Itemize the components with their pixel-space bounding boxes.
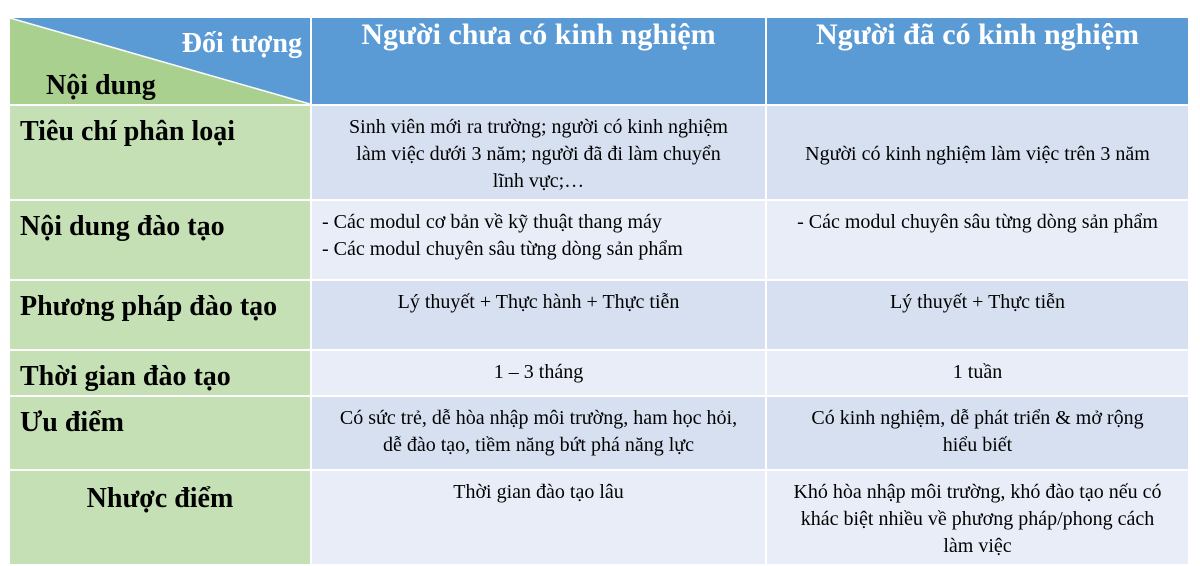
cell-advantages-inexperienced	[311, 396, 766, 470]
cell-line: Lý thuyết + Thực hành + Thực tiễn	[397, 291, 680, 313]
cell-line: dễ đào tạo, tiềm năng bứt phá năng lực	[382, 434, 695, 456]
cell-line: làm việc	[943, 535, 1012, 557]
comparison-table	[8, 16, 1190, 566]
cell-method-experienced	[766, 280, 1189, 350]
cell-line: Có kinh nghiệm, dễ phát triển & mở rộng	[811, 407, 1144, 429]
corner-top-label: Đối tượng	[181, 28, 302, 59]
cell-duration-inexperienced	[311, 350, 766, 396]
cell-disadvantages-experienced	[766, 470, 1189, 565]
cell-criteria-experienced	[766, 105, 1189, 200]
cell-line: hiểu biết	[942, 434, 1013, 456]
table-row	[9, 105, 1189, 200]
row-header-duration: Thời gian đào tạo	[9, 350, 311, 396]
cell-content-experienced	[766, 200, 1189, 280]
cell-method-inexperienced	[311, 280, 766, 350]
cell-line: 1 tuần	[952, 361, 1003, 383]
cell-content-inexperienced	[311, 200, 766, 280]
cell-line: lĩnh vực;…	[492, 170, 585, 192]
cell-line: Thời gian đào tạo lâu	[453, 481, 624, 503]
corner-bottom-label: Nội dung	[46, 70, 156, 101]
table-row	[9, 350, 1189, 396]
cell-line: Người có kinh nghiệm làm việc trên 3 năm	[805, 143, 1150, 165]
cell-duration-experienced	[766, 350, 1189, 396]
cell-line: làm việc dưới 3 năm; người đã đi làm chuyển	[356, 143, 721, 165]
cell-criteria-inexperienced	[311, 105, 766, 200]
row-header-advantages: Ưu điểm	[9, 396, 311, 470]
column-header-experienced: Người đã có kinh nghiệm	[766, 17, 1189, 105]
row-header-disadvantages: Nhược điểm	[9, 470, 311, 565]
row-header-criteria: Tiêu chí phân loại	[9, 105, 311, 200]
cell-advantages-experienced	[766, 396, 1189, 470]
column-header-inexperienced: Người chưa có kinh nghiệm	[311, 17, 766, 105]
row-header-method: Phương pháp đào tạo	[9, 280, 311, 350]
cell-line: khác biệt nhiều về phương pháp/phong cách	[800, 508, 1155, 530]
cell-line: 1 – 3 tháng	[493, 361, 584, 383]
cell-line: - Các modul chuyên sâu từng dòng sản phẩm	[322, 238, 683, 260]
cell-disadvantages-inexperienced	[311, 470, 766, 565]
cell-line: Có sức trẻ, dễ hòa nhập môi trường, ham học hỏi,	[339, 407, 738, 429]
table-row	[9, 396, 1189, 470]
cell-line: - Các modul cơ bản về kỹ thuật thang máy	[322, 211, 662, 233]
cell-line: Khó hòa nhập môi trường, khó đào tạo nếu có	[793, 481, 1162, 503]
table-row	[9, 280, 1189, 350]
cell-line: - Các modul chuyên sâu từng dòng sản phẩm	[797, 211, 1158, 233]
table-row	[9, 470, 1189, 565]
cell-line: Lý thuyết + Thực tiễn	[889, 291, 1066, 313]
header-row	[9, 17, 1189, 105]
corner-header	[9, 17, 311, 105]
table-row	[9, 200, 1189, 280]
row-header-content: Nội dung đào tạo	[9, 200, 311, 280]
cell-line: Sinh viên mới ra trường; người có kinh nghiệm	[349, 116, 728, 138]
